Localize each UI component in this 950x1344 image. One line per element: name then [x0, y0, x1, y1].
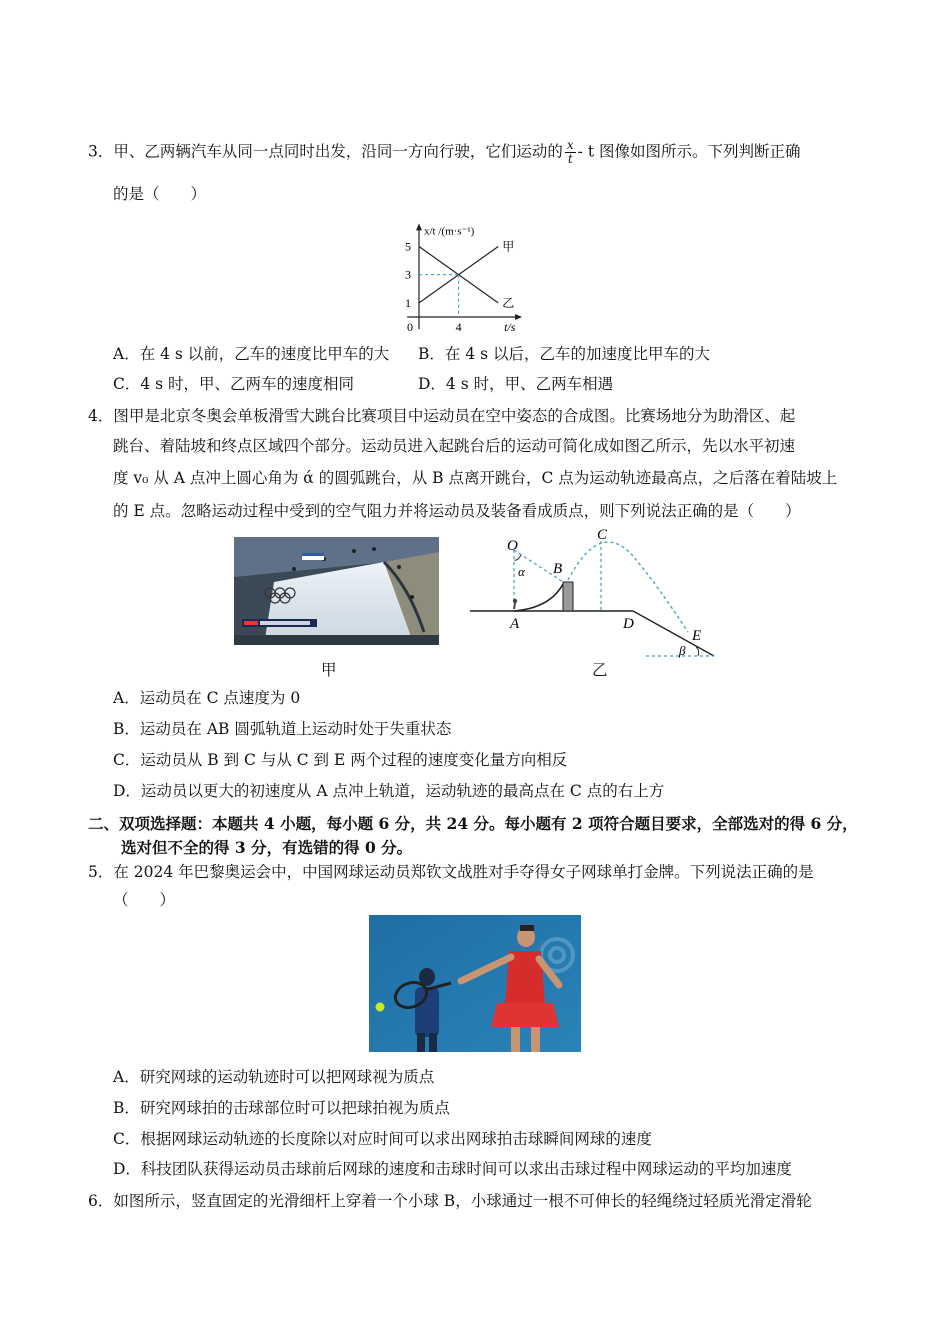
- ski-jump-photo: [234, 537, 439, 645]
- q4-option-c: C．运动员从 B 到 C 与从 C 到 E 两个过程的速度变化量方向相反: [113, 751, 568, 769]
- series-name-1: 甲: [502, 239, 515, 254]
- q4-line2: 跳台、着陆坡和终点区域四个部分。运动员进入起跳台后的运动可简化成如图乙所示，先以水平初速: [113, 437, 796, 455]
- section2-heading-line2: 选对但不全的得 3 分，有选错的得 0 分。: [121, 838, 413, 857]
- q3-option-a: A．在 4 s 以前，乙车的速度比甲车的大: [113, 345, 390, 363]
- tennis-photo: [369, 915, 581, 1052]
- q3-option-d: D．4 s 时，甲、乙两车相遇: [418, 375, 614, 393]
- x-axis-arrow: [515, 314, 522, 320]
- y-tick-label: 1: [405, 295, 411, 310]
- fig-left-caption: 甲: [321, 661, 337, 679]
- q3-option-b: B．在 4 s 以后，乙车的加速度比甲车的大: [418, 345, 710, 363]
- label-B: B: [553, 561, 563, 577]
- q3-xt-chart: [395, 205, 565, 331]
- q5-option-b: B．研究网球拍的击球部位时可以把球拍视为质点: [113, 1099, 450, 1117]
- ramp-block: [563, 582, 573, 611]
- label-beta: β: [679, 643, 686, 658]
- q5-line1: 5．在 2024 年巴黎奥运会中，中国网球运动员郑钦文战胜对手夺得女子网球单打金牌。下列说法正确的是: [88, 863, 814, 881]
- series-name-2: 乙: [502, 295, 515, 310]
- label-O: O: [507, 538, 518, 554]
- q3-fraction: $\frac{x}{t}$: [566, 138, 574, 166]
- y-axis-label: x/t /(m·s⁻¹): [424, 225, 475, 238]
- origin-label: 0: [407, 320, 413, 331]
- label-A: A: [510, 616, 520, 632]
- label-alpha: α: [518, 564, 525, 579]
- q4-option-d: D．运动员以更大的初速度从 A 点冲上轨道，运动轨迹的最高点在 C 点的右上方: [113, 782, 665, 800]
- q4-option-b: B．运动员在 AB 圆弧轨道上运动时处于失重状态: [113, 720, 452, 738]
- q3-option-c: C．4 s 时，甲、乙两车的速度相同: [113, 375, 355, 393]
- landing-slope: [633, 611, 714, 656]
- label-D: D: [623, 616, 634, 632]
- q4-line4: 的 E 点。忽略运动过程中受到的空气阻力并将运动员及装备看成质点，则下列说法正确的是（ ）: [113, 502, 801, 520]
- q4-line1: 4．图甲是北京冬奥会单板滑雪大跳台比赛项目中运动员在空中姿态的合成图。比赛场地分为助滑区、起: [88, 407, 796, 425]
- label-E: E: [692, 628, 702, 644]
- y-axis-arrow: [416, 223, 422, 230]
- q3-number: 3．: [88, 142, 114, 161]
- q4-option-a: A．运动员在 C 点速度为 0: [113, 689, 301, 707]
- x-axis-label: t/s: [504, 320, 516, 331]
- q5-option-d: D．科技团队获得运动员击球前后网球的速度和击球时间可以求出击球过程中网球运动的平均加速度: [113, 1160, 792, 1178]
- q5-option-c: C．根据网球运动轨迹的长度除以对应时间可以求出网球拍击球瞬间网球的速度: [113, 1130, 652, 1148]
- ski-jump-diagram: [468, 524, 723, 664]
- q3-line2: 的是（ ）: [113, 185, 207, 203]
- x-tick-label: 4: [455, 320, 462, 331]
- y-tick-label: 3: [405, 267, 411, 282]
- section2-heading: 二、双项选择题：本题共 4 小题，每小题 6 分，共 24 分。每小题有 2 项符合题目要求，全部选对的得 6 分，: [88, 814, 858, 833]
- y-tick-label: 5: [405, 239, 411, 254]
- q5-line2: （ ）: [113, 891, 176, 909]
- q3-text-before: 甲、乙两辆汽车从同一点同时出发，沿同一方向行驶，它们运动的: [113, 142, 563, 161]
- fig-right-caption: 乙: [592, 661, 608, 679]
- label-C: C: [597, 527, 608, 543]
- skier-icon: [513, 599, 517, 609]
- q4-line3: 度 v₀ 从 A 点冲上圆心角为 ά 的圆弧跳台，从 B 点离开跳台，C 点为运动轨迹最高点，之后落在着陆坡上: [113, 469, 838, 487]
- q6-line1: 6．如图所示，竖直固定的光滑细杆上穿着一个小球 B，小球通过一根不可伸长的轻绳绕过轻质光滑定滑轮: [88, 1192, 812, 1210]
- q3-text-after: - t 图像如图所示。下列判断正确: [577, 142, 801, 161]
- q3-line1: [88, 139, 801, 166]
- q5-option-a: A．研究网球的运动轨迹时可以把网球视为质点: [113, 1068, 435, 1086]
